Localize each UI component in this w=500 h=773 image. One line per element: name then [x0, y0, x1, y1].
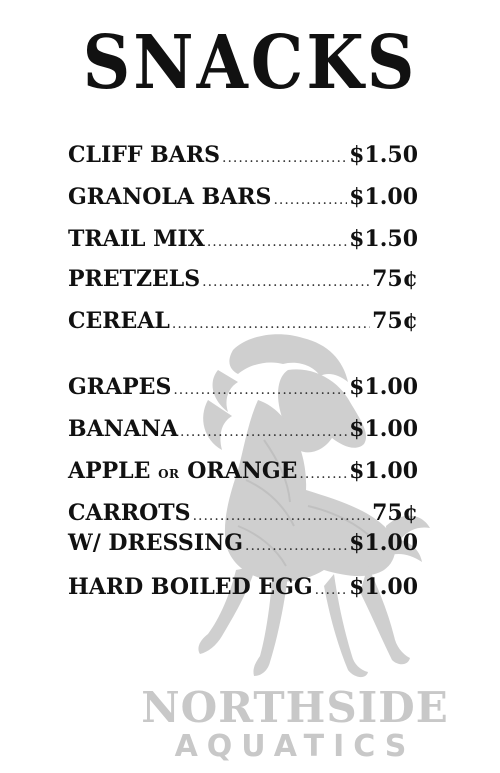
item-name: CARROTS [68, 500, 191, 526]
item-price: $1.00 [349, 184, 418, 210]
watermark-club-subtitle: AQUATICS [174, 729, 416, 764]
watermark-club-name: NORTHSIDE [141, 683, 449, 732]
item-price: 75¢ [372, 308, 418, 334]
dot-leader [202, 267, 370, 297]
item-name: BANANA [68, 416, 179, 442]
dot-leader [299, 459, 347, 489]
dot-leader [315, 575, 347, 605]
item-price: $1.50 [349, 226, 418, 252]
dot-leader [180, 417, 347, 447]
list-item [68, 306, 418, 336]
item-price: 75¢ [372, 266, 418, 292]
list-item [68, 414, 418, 444]
dot-leader [207, 227, 347, 257]
list-item [68, 264, 418, 294]
list-item [68, 224, 418, 254]
item-name [68, 456, 297, 489]
item-price: $1.00 [349, 530, 418, 556]
item-price: $1.00 [349, 416, 418, 442]
item-name: CLIFF BARS [68, 142, 221, 168]
item-name-connector: OR [158, 467, 180, 481]
item-name: CEREAL [68, 308, 170, 334]
item-name-part: ORANGE [187, 458, 298, 484]
list-item [68, 498, 418, 528]
menu-title: SNACKS [82, 18, 418, 106]
item-price: 75¢ [372, 500, 418, 526]
item-price: $1.00 [349, 374, 418, 400]
item-price: $1.00 [349, 574, 418, 600]
item-price: $1.00 [349, 458, 418, 484]
item-name: PRETZELS [68, 266, 201, 292]
item-name-part: APPLE [68, 458, 151, 484]
list-item [68, 372, 418, 402]
list-item [68, 182, 418, 212]
dot-leader [222, 143, 347, 173]
item-name: TRAIL MIX [68, 226, 205, 252]
item-price: $1.50 [349, 142, 418, 168]
item-name: GRAPES [68, 374, 172, 400]
list-item [68, 528, 418, 558]
dot-leader [172, 309, 370, 339]
item-name: W/ DRESSING [68, 530, 244, 556]
list-item [68, 572, 418, 602]
dot-leader [173, 375, 347, 405]
item-name: HARD BOILED EGG [68, 574, 313, 600]
dot-leader [273, 185, 347, 215]
item-name: GRANOLA BARS [68, 184, 272, 210]
list-item [68, 140, 418, 170]
dot-leader [193, 501, 370, 531]
dot-leader [245, 531, 347, 561]
list-item [68, 456, 418, 486]
